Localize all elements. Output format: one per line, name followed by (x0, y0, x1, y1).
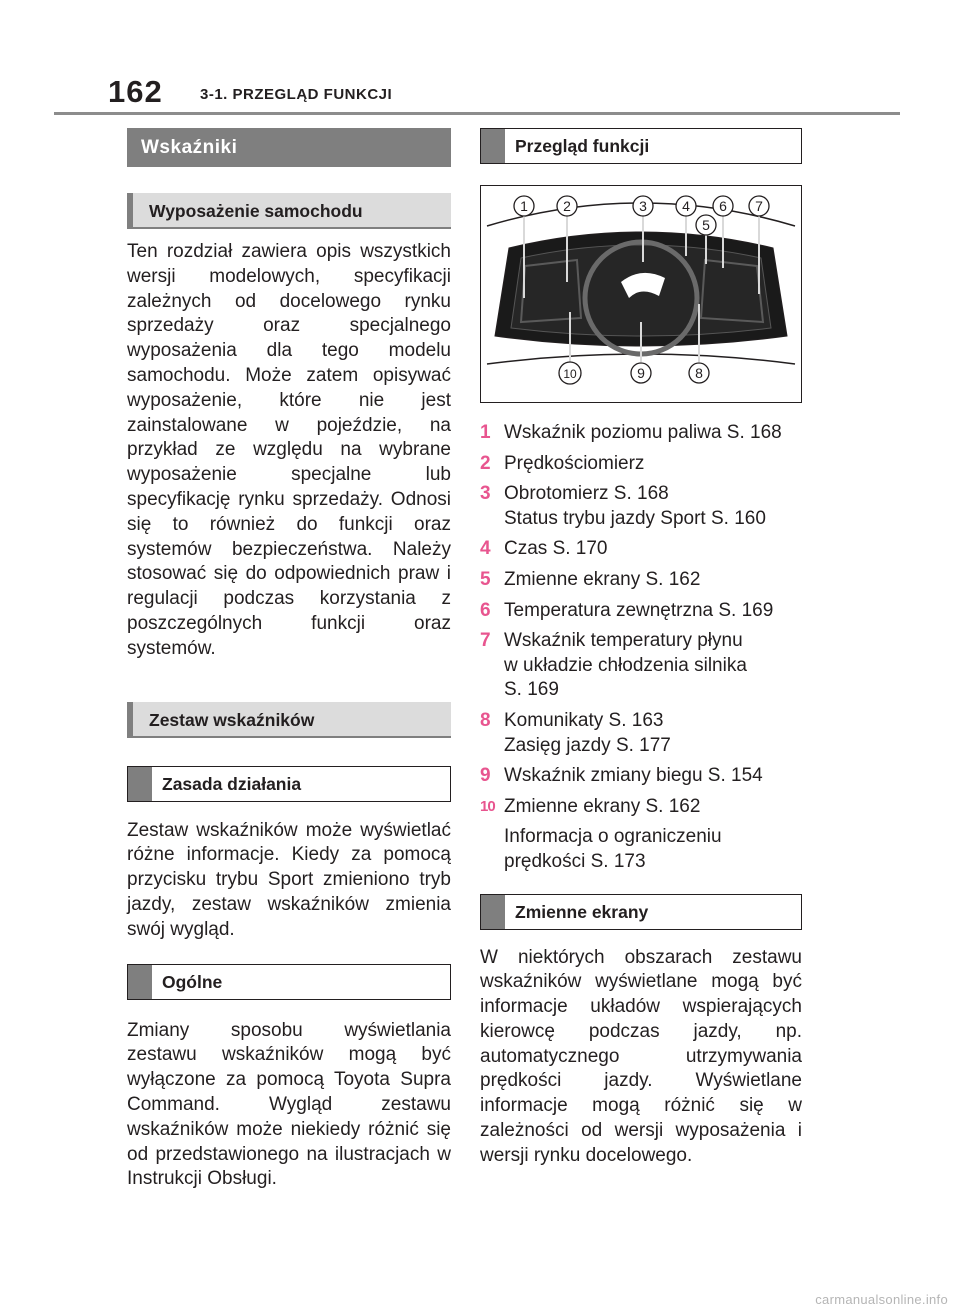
legend-item (480, 452, 802, 477)
subheading-instrument-cluster: Zestaw wskaźników (127, 702, 451, 738)
heading-bar (128, 767, 152, 801)
instrument-cluster-illustration (481, 186, 801, 402)
instrument-cluster-figure (480, 185, 802, 403)
subheading-overview-label: Przegląd funkcji (515, 136, 650, 156)
legend-item (480, 421, 802, 446)
callout-1: 1 (520, 198, 528, 214)
legend-text: Prędkościomierz (504, 452, 645, 474)
equipment-paragraph: Ten rozdział zawiera opis wszystkich wersji modelowych, specyfikacji zależnych od docelowego rynku sprzedaży oraz specjalnego wyposażenia dla tego modelu samochodu. Może zatem opisywać wyposażenie, które nie jest zainstalowane w pojeździe, na przykład ze względu na wybrane wyposażenie specjalne lub specyfikację rynku sprzedaży. Odnosi się to również do funkcji oraz systemów bezpieczeństwa. Należy stosować się do odpowiednich praw i regulacji podczas korzystania z poszczególnych funkcji oraz systemów. (127, 241, 451, 659)
legend-number: 2 (480, 452, 491, 474)
legend-text: Temperatura zewnętrzna S. 169 (504, 599, 774, 621)
legend-text: w układzie chłodzenia silnika (504, 654, 747, 676)
subheading-variable-screens-label: Zmienne ekrany (515, 901, 649, 922)
legend-text: Wskaźnik poziomu paliwa S. 168 (504, 422, 782, 443)
legend-item (480, 629, 802, 703)
legend-text: S. 169 (504, 679, 559, 701)
subheading-principle (127, 766, 451, 802)
callout-3: 3 (639, 198, 647, 214)
chapter-title: 3-1. PRZEGLĄD FUNKCJI (200, 86, 393, 103)
left-column (127, 128, 451, 1192)
subheading-variable-screens (480, 894, 802, 930)
subheading-vehicle-equipment: Wyposażenie samochodu (127, 193, 451, 229)
callout-10: 10 (563, 367, 577, 381)
subheading-general (127, 964, 451, 1000)
legend-number: 10 (480, 797, 495, 815)
legend-text: Obrotomierz S. 168 (504, 483, 669, 505)
subheading-principle-label: Zasada działania (162, 773, 302, 794)
legend-item (480, 537, 802, 562)
heading-bar (481, 129, 505, 163)
legend-text: Zmienne ekrany S. 162 (504, 795, 701, 817)
right-column (480, 128, 802, 1169)
legend-number: 4 (480, 538, 491, 560)
callout-4: 4 (682, 198, 690, 214)
subheading-general-label: Ogólne (162, 971, 223, 992)
legend-number: 7 (480, 630, 491, 652)
legend-text: Zmienne ekrany S. 162 (504, 568, 701, 590)
legend-text: Wskaźnik temperatury płynu (504, 630, 743, 652)
legend-item (480, 709, 802, 758)
legend-number: 8 (480, 709, 491, 731)
section-heading-indicators: Wskaźniki (127, 128, 451, 167)
legend-text: Wskaźnik zmiany biegu S. 154 (504, 765, 763, 787)
legend-number: 6 (480, 599, 491, 621)
legend-item (480, 764, 802, 789)
legend-item-continued (480, 825, 802, 874)
legend-number: 5 (480, 568, 491, 590)
subheading-overview (480, 128, 802, 164)
legend-number: 9 (480, 765, 491, 787)
legend-text: Informacja o ograniczeniu (504, 826, 722, 848)
heading-bar (481, 895, 505, 929)
callout-7: 7 (755, 198, 763, 214)
watermark: carmanualsonline.info (815, 1292, 948, 1307)
legend-item (480, 568, 802, 593)
callout-8: 8 (695, 365, 703, 381)
variable-screens-paragraph: W niektórych obszarach zestawu wskaźników wyświetlane mogą być informacje układów wspierających kierowcę podczas jazdy, np. automatycznego utrzymywania prędkości jazdy. Wyświetlane informacje mogą różnić się w zależności od wersji wyposażenia i wersji rynku docelowego. (480, 946, 802, 1166)
legend-item (480, 482, 802, 531)
callout-2: 2 (563, 198, 571, 214)
legend-text: prędkości S. 173 (504, 850, 646, 872)
legend-number: 3 (480, 483, 491, 505)
legend-text: Status trybu jazdy Sport S. 160 (504, 507, 766, 529)
general-paragraph: Zmiany sposobu wyświetlania zestawu wskaźników mogą być wyłączone za pomocą Toyota Supra Command. Wygląd zestawu wskaźników może niekiedy różnić się od przedstawionego na ilustracjach w Instrukcji Obsługi. (127, 1019, 451, 1190)
callout-6: 6 (719, 198, 727, 214)
callout-5: 5 (702, 217, 710, 233)
legend-number: 1 (480, 422, 491, 443)
legend-item (480, 599, 802, 624)
header-rule (54, 112, 900, 115)
legend-item (480, 795, 802, 820)
legend-list (480, 421, 802, 875)
principle-paragraph: Zestaw wskaźników może wyświetlać różne informacje. Kiedy za pomocą przycisku trybu Sport zmieniono tryb jazdy, zestaw wskaźników zmienia swój wygląd. (127, 819, 451, 940)
legend-text: Zasięg jazdy S. 177 (504, 734, 671, 756)
callout-9: 9 (637, 365, 645, 381)
page-number: 162 (108, 74, 163, 109)
legend-text: Czas S. 170 (504, 538, 608, 560)
heading-bar (128, 965, 152, 999)
legend-text: Komunikaty S. 163 (504, 709, 664, 731)
